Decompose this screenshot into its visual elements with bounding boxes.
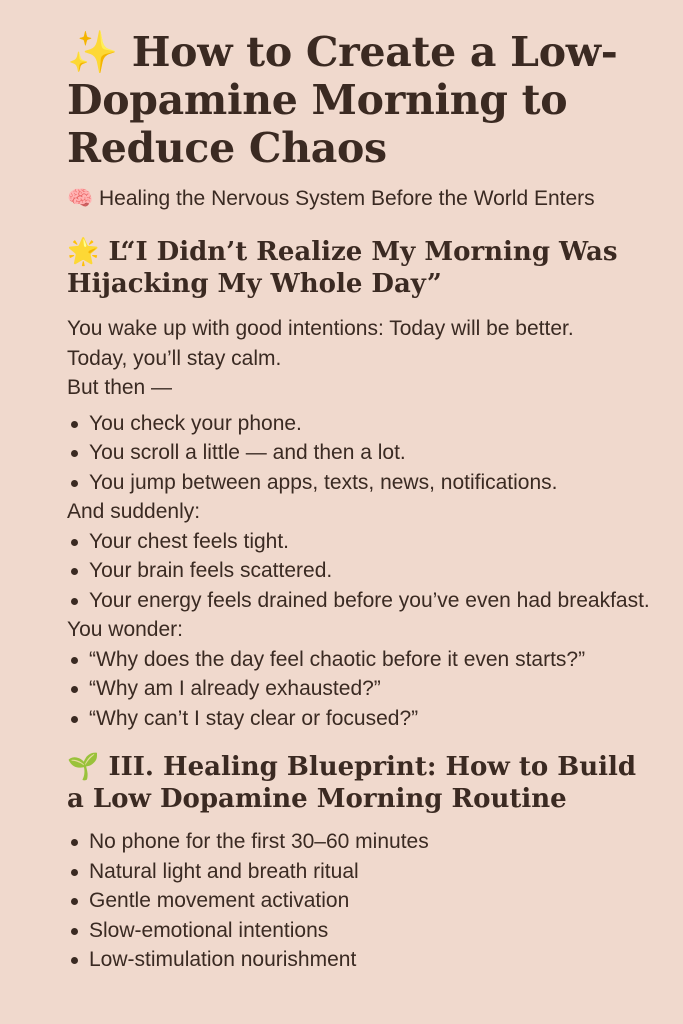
list-item: Slow-emotional intentions (67, 916, 653, 946)
section-heading-hijack-text: L“I Didn’t Realize My Morning Was Hijacking My Whole Day” (67, 237, 618, 299)
brain-icon: 🧠 (67, 187, 94, 210)
bullet-icon (71, 686, 78, 693)
list-item: Gentle movement activation (67, 886, 653, 916)
lead-text: And suddenly: (67, 500, 201, 523)
blueprint-list (67, 827, 653, 975)
list-item: Low-stimulation nourishment (67, 945, 653, 975)
section-intro (67, 314, 653, 403)
page-title-text: How to Create a Low-Dopamine Morning to Reduce Chaos (67, 28, 618, 172)
bullet-icon (71, 716, 78, 723)
list-item: “Why am I already exhausted?” (67, 674, 653, 704)
section-heading-blueprint (67, 751, 653, 815)
intro-line: You wake up with good intentions: Today will be better. (67, 317, 574, 340)
symptoms-list (67, 527, 653, 616)
section-heading-blueprint-text: III. Healing Blueprint: How to Build a Low Dopamine Morning Routine (67, 752, 637, 814)
sparkles-icon: ✨ (67, 28, 118, 76)
list-item: Your energy feels drained before you’ve even had breakfast. (67, 586, 653, 616)
intro-line: But then — (67, 376, 173, 399)
list-item: Your brain feels scattered. (67, 556, 653, 586)
bullet-icon (71, 957, 78, 964)
bullet-icon (71, 421, 78, 428)
bullet-icon (71, 898, 78, 905)
page-subtitle-text: Healing the Nervous System Before the World Enters (99, 187, 595, 210)
bullet-icon (71, 839, 78, 846)
page-subtitle (67, 186, 653, 212)
list-item: You scroll a little — and then a lot. (67, 438, 653, 468)
habits-list (67, 409, 653, 498)
list-item: You jump between apps, texts, news, notifications. (67, 468, 653, 498)
list-item: “Why does the day feel chaotic before it even starts?” (67, 645, 653, 675)
seedling-icon: 🌱 (67, 752, 100, 782)
bullet-icon (71, 568, 78, 575)
bullet-icon (71, 657, 78, 664)
bullet-icon (71, 450, 78, 457)
list-item: You check your phone. (67, 409, 653, 439)
list-item: No phone for the first 30–60 minutes (67, 827, 653, 857)
list-item: Your chest feels tight. (67, 527, 653, 557)
page-title (67, 28, 653, 172)
bullet-icon (71, 539, 78, 546)
intro-line: Today, you’ll stay calm. (67, 346, 282, 370)
bullet-icon (71, 928, 78, 935)
list-item: Natural light and breath ritual (67, 857, 653, 887)
section-heading-hijack (67, 236, 653, 300)
bullet-icon (71, 598, 78, 605)
bullet-icon (71, 869, 78, 876)
star-icon: 🌟 (67, 237, 100, 267)
list-item: “Why can’t I stay clear or focused?” (67, 704, 653, 734)
questions-list (67, 645, 653, 734)
lead-text: You wonder: (67, 618, 183, 641)
bullet-icon (71, 480, 78, 487)
